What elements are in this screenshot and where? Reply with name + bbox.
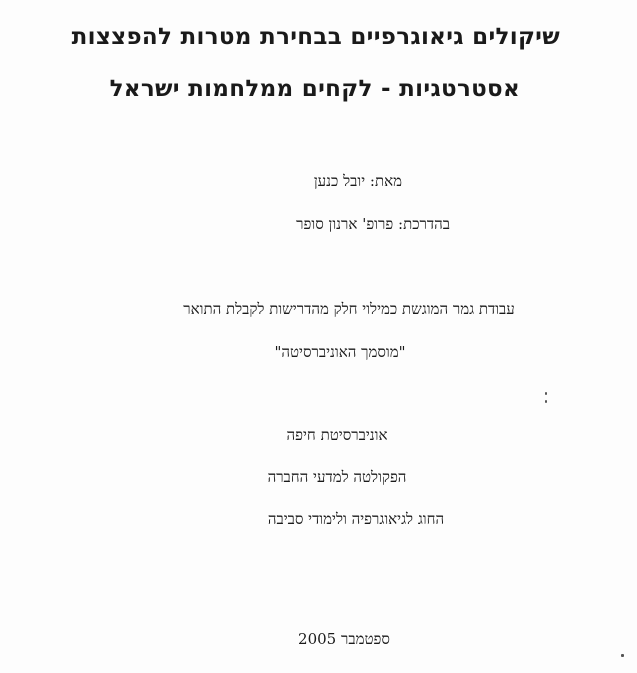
advisor: בהדרכת: פרופ' ארנון סופר [296, 215, 450, 233]
scan-speck [621, 654, 624, 657]
department: החוג לגיאוגרפיה ולימודי סביבה [267, 510, 445, 528]
thesis-description: עבודת גמר המוגשת כמילוי חלק מהדרישות לקבלת התואר [183, 300, 515, 318]
degree: "מוסמך האוניברסיטה" [274, 343, 406, 361]
title-line-1: שיקולים גיאוגרפיים בבחירת מטרות להפצצות [71, 24, 560, 50]
title-line-2: אסטרטגיות - לקחים ממלחמות ישראל [109, 76, 520, 102]
scan-speck [545, 400, 547, 403]
faculty: הפקולטה למדעי החברה [267, 468, 407, 486]
scan-speck [545, 392, 547, 395]
date: ספטמבר 2005 [298, 630, 390, 648]
university: אוניברסיטת חיפה [286, 426, 388, 444]
author: מאת: יובל כנען [313, 172, 402, 190]
